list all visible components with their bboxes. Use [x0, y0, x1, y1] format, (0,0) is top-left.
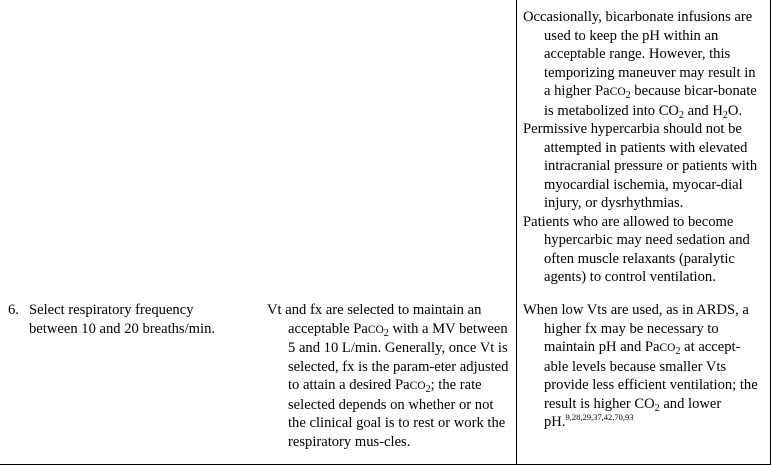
action-step-6 — [8, 301, 233, 338]
rationale-column-prev — [523, 8, 763, 287]
action-column-row-6 — [8, 301, 233, 338]
rationale-paragraph-low-vt: When low Vts are used, as in ARDS, a higher fx may be necessary to maintain pH and PaCO$_2$ at accept-able levels because smaller Vts provide less efficient ventilation; the result is higher $CO_2$ and lower pH.$^{9,28,29,37,42,70,93}$ — [523, 302, 758, 430]
rationale-column-row-6 — [523, 301, 763, 432]
note-paragraph-vt-fx: Vt and fx are selected to maintain an acceptable PaCO$_2$ with a MV between 5 and 10 L/min. Generally, once Vt is selected, fx is the param-eter adjusted to attain a desired PaCO$_2$; the rate selected depends on whether or not the clinical goal is to rest or work the respiratory mus-cles. — [267, 302, 509, 450]
column-divider — [516, 0, 517, 464]
rationale-paragraph-sedation: Patients who are allowed to become hypercarbic may need sedation and often muscle relaxants (paralytic agents) to control ventilation. — [523, 213, 750, 285]
step-action-text: Select respiratory frequency between 10 and 20 breaths/min. — [29, 302, 216, 337]
note-column-row-6 — [267, 301, 514, 451]
rationale-paragraph-contraindications: Permissive hypercarbia should not be attempted in patients with elevated intracranial pressure or patients with myocardial ischemia, myocar-dial injury, or dysrhythmias. — [523, 121, 758, 211]
step-number: 6. — [8, 302, 19, 318]
reference-citations: 9,28,29,37,42,70,93 — [565, 412, 634, 422]
rationale-paragraph-bicarbonate: Occasionally, bicarbonate infusions are used to keep the pH within an acceptable range. However, this temporizing maneuver may result in a higher PaCO$_2$ because bicar-bonate is metabolized into $CO_2$ and $H_2O$. — [523, 9, 757, 121]
